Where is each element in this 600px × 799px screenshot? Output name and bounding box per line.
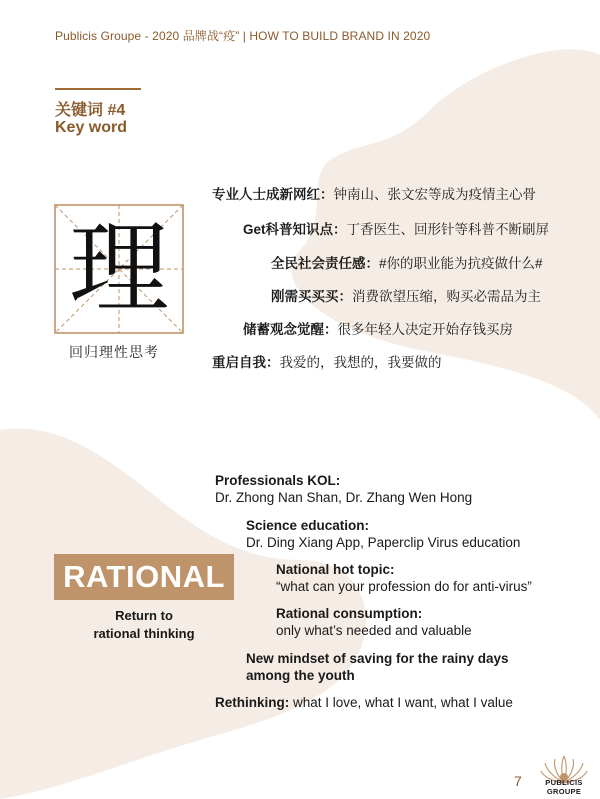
cn-item-4: 刚需买买买：消费欲望压缩，购买必需品为主 xyxy=(271,289,541,304)
keyword-heading-en: Key word xyxy=(55,119,128,136)
en-item-hot-topic: National hot topic: “what can your profession do for anti-virus” xyxy=(276,562,532,594)
rational-label: RATIONAL xyxy=(54,554,234,600)
keyword-bar xyxy=(55,88,141,90)
en-item-consumption: Rational consumption: only what’s needed and valuable xyxy=(276,606,472,638)
keyword-character: 理 xyxy=(69,210,169,327)
en-item-saving: New mindset of saving for the rainy days among the youth xyxy=(246,651,509,683)
cn-item-5: 储蓄观念觉醒：很多年轻人决定开始存钱买房 xyxy=(243,322,513,337)
keyword-heading-cn: 关键词 #4 xyxy=(55,102,126,119)
character-caption: 回归理性思考 xyxy=(69,344,159,360)
header-title: Publicis Groupe - 2020 品牌战“疫” | HOW TO BUILD BRAND IN 2020 xyxy=(55,29,431,43)
cn-item-6: 重启自我：我爱的，我想的，我要做的 xyxy=(212,355,442,370)
en-item-professionals: Professionals KOL: Dr. Zhong Nan Shan, Dr. Zhang Wen Hong xyxy=(215,473,473,505)
en-item-rethinking: Rethinking: what I love, what I want, what I value xyxy=(215,695,513,710)
cn-item-2: Get科普知识点：丁香医生、回形针等科普不断刷屏 xyxy=(243,222,550,237)
en-item-science: Science education: Dr. Ding Xiang App, Paperclip Virus education xyxy=(246,518,521,550)
page-number: 7 xyxy=(514,773,522,789)
rational-subtitle: Return to rational thinking xyxy=(93,608,195,641)
cn-item-1: 专业人士成新网红：钟南山、张文宏等成为疫情主心骨 xyxy=(212,187,536,202)
cn-item-3: 全民社会责任感：#你的职业能为抗疫做什么# xyxy=(271,256,543,271)
publicis-wordmark: PUBLICIS GROUPE xyxy=(545,778,583,796)
